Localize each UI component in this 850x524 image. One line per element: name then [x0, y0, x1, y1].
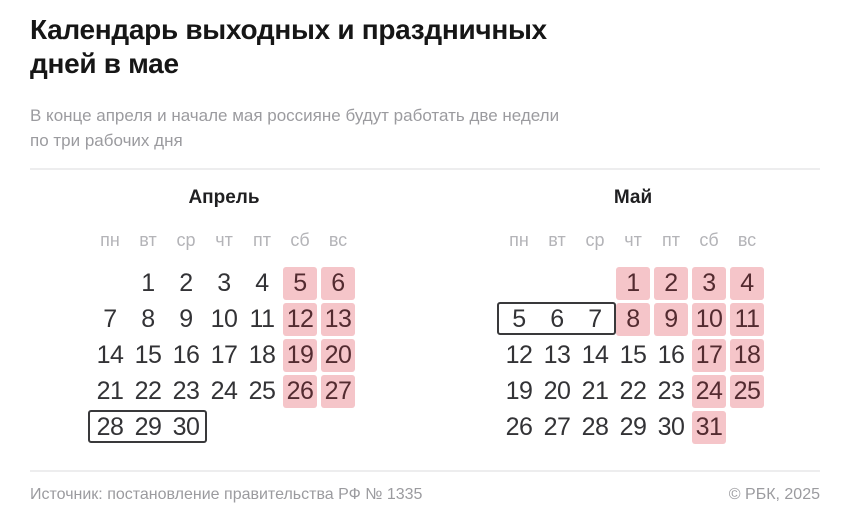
- day-cell: [91, 373, 129, 409]
- footer: [30, 486, 820, 504]
- day-number: 9: [179, 304, 193, 333]
- day-cell: [652, 265, 690, 301]
- weekday-label: ср: [176, 229, 196, 250]
- day-number: 15: [134, 340, 162, 369]
- day-number: 28: [96, 412, 124, 441]
- day-number: 14: [581, 340, 609, 369]
- month-title-may: Май: [613, 187, 653, 208]
- day-number: 9: [654, 303, 688, 336]
- day-number: 31: [692, 411, 726, 444]
- day-cell: [129, 373, 167, 409]
- month-title-april: Апрель: [188, 187, 260, 208]
- top-divider: [30, 168, 820, 170]
- empty-cell: [576, 265, 614, 301]
- day-number: 10: [692, 303, 726, 336]
- day-number: 8: [141, 304, 155, 333]
- day-cell: [243, 337, 281, 373]
- day-cell: [91, 409, 129, 445]
- day-number: 2: [654, 267, 688, 300]
- day-cell: [91, 337, 129, 373]
- day-number: 16: [657, 340, 685, 369]
- day-number: 11: [730, 303, 764, 336]
- day-number: 18: [730, 339, 764, 372]
- empty-cell: [538, 265, 576, 301]
- day-number: 28: [581, 412, 609, 441]
- day-cell: [614, 265, 652, 301]
- day-number: 20: [543, 376, 571, 405]
- day-cell: [614, 301, 652, 337]
- weekday-label: пн: [100, 229, 120, 250]
- day-number: 30: [657, 412, 685, 441]
- month-grid-may: [500, 265, 766, 445]
- day-cell: [728, 337, 766, 373]
- day-cell: [576, 337, 614, 373]
- day-number: 15: [619, 340, 647, 369]
- day-cell: [652, 301, 690, 337]
- day-number: 10: [210, 304, 238, 333]
- source-note: Источник: постановление правительства РФ № 1335: [30, 486, 423, 503]
- day-number: 23: [657, 376, 685, 405]
- day-number: 12: [283, 303, 317, 336]
- day-number: 21: [581, 376, 609, 405]
- day-cell: [167, 409, 205, 445]
- day-cell: [281, 301, 319, 337]
- day-cell: [129, 265, 167, 301]
- day-number: 24: [210, 376, 238, 405]
- day-cell: [319, 337, 357, 373]
- day-cell: [652, 409, 690, 445]
- day-cell: [281, 373, 319, 409]
- day-number: 14: [96, 340, 124, 369]
- day-number: 30: [172, 412, 200, 441]
- day-cell: [205, 265, 243, 301]
- day-cell: [576, 301, 614, 337]
- day-number: 25: [730, 375, 764, 408]
- day-number: 1: [141, 268, 155, 297]
- day-number: 24: [692, 375, 726, 408]
- day-cell: [167, 301, 205, 337]
- weekday-label: чт: [624, 229, 642, 250]
- day-number: 22: [619, 376, 647, 405]
- day-cell: [728, 301, 766, 337]
- day-cell: [167, 373, 205, 409]
- day-number: 23: [172, 376, 200, 405]
- weekday-label: пт: [253, 229, 271, 250]
- day-number: 11: [249, 304, 275, 333]
- day-cell: [319, 265, 357, 301]
- page-subtitle-line2: по три рабочих дня: [30, 131, 183, 150]
- day-cell: [129, 409, 167, 445]
- day-cell: [690, 301, 728, 337]
- day-number: 3: [217, 268, 231, 297]
- day-number: 7: [588, 304, 602, 333]
- day-number: 18: [248, 340, 276, 369]
- day-number: 22: [134, 376, 162, 405]
- weekday-label: вт: [548, 229, 566, 250]
- weekday-label: чт: [215, 229, 233, 250]
- day-cell: [243, 301, 281, 337]
- weekday-label: сб: [290, 229, 310, 250]
- day-cell: [614, 337, 652, 373]
- empty-cell: [91, 265, 129, 301]
- page-title-line2: дней в мае: [30, 48, 179, 79]
- day-number: 6: [550, 304, 564, 333]
- weekday-label: пн: [509, 229, 529, 250]
- day-cell: [319, 373, 357, 409]
- calendars-section: [0, 178, 850, 458]
- month-may: [500, 178, 766, 445]
- day-number: 2: [179, 268, 193, 297]
- day-cell: [652, 337, 690, 373]
- page-subtitle: [30, 81, 820, 153]
- day-number: 4: [730, 267, 764, 300]
- day-number: 27: [321, 375, 355, 408]
- weekday-label: ср: [585, 229, 605, 250]
- day-number: 16: [172, 340, 200, 369]
- weekday-label: вс: [328, 229, 348, 250]
- weekday-label: сб: [699, 229, 719, 250]
- day-cell: [690, 265, 728, 301]
- weekday-label: пт: [662, 229, 680, 250]
- day-cell: [500, 409, 538, 445]
- day-cell: [243, 373, 281, 409]
- day-cell: [614, 373, 652, 409]
- weekday-label: вт: [139, 229, 157, 250]
- day-number: 13: [321, 303, 355, 336]
- day-cell: [690, 337, 728, 373]
- day-cell: [500, 373, 538, 409]
- day-cell: [281, 337, 319, 373]
- day-cell: [690, 373, 728, 409]
- day-number: 19: [505, 376, 533, 405]
- day-cell: [500, 337, 538, 373]
- day-number: 3: [692, 267, 726, 300]
- day-number: 21: [96, 376, 124, 405]
- header: [30, 0, 820, 153]
- day-cell: [614, 409, 652, 445]
- weekday-label: вс: [737, 229, 757, 250]
- day-cell: [728, 265, 766, 301]
- day-cell: [538, 337, 576, 373]
- day-number: 20: [321, 339, 355, 372]
- day-number: 4: [255, 268, 269, 297]
- day-cell: [167, 337, 205, 373]
- day-cell: [652, 373, 690, 409]
- day-cell: [728, 373, 766, 409]
- day-cell: [205, 301, 243, 337]
- weekday-header-row: [91, 228, 357, 252]
- day-number: 26: [283, 375, 317, 408]
- day-cell: [538, 301, 576, 337]
- day-cell: [129, 301, 167, 337]
- day-cell: [500, 301, 538, 337]
- day-number: 29: [134, 412, 162, 441]
- day-cell: [576, 373, 614, 409]
- day-cell: [205, 373, 243, 409]
- day-number: 5: [283, 267, 317, 300]
- page-title: [30, 0, 820, 81]
- empty-cell: [500, 265, 538, 301]
- day-number: 27: [543, 412, 571, 441]
- day-cell: [538, 409, 576, 445]
- day-number: 12: [505, 340, 533, 369]
- weekday-header-row: [500, 228, 766, 252]
- day-number: 5: [512, 304, 526, 333]
- day-number: 25: [248, 376, 276, 405]
- month-april: [91, 178, 357, 445]
- day-number: 8: [616, 303, 650, 336]
- copyright-note: © РБК, 2025: [728, 486, 820, 503]
- day-cell: [91, 301, 129, 337]
- page-title-line1: Календарь выходных и праздничных: [30, 14, 547, 45]
- day-cell: [690, 409, 728, 445]
- day-cell: [538, 373, 576, 409]
- day-number: 19: [283, 339, 317, 372]
- day-number: 6: [321, 267, 355, 300]
- day-number: 17: [692, 339, 726, 372]
- day-number: 13: [543, 340, 571, 369]
- day-cell: [167, 265, 205, 301]
- month-grid-april: [91, 265, 357, 445]
- day-cell: [129, 337, 167, 373]
- page-subtitle-line1: В конце апреля и начале мая россияне будут работать две недели: [30, 106, 560, 125]
- day-cell: [319, 301, 357, 337]
- day-number: 29: [619, 412, 647, 441]
- day-number: 26: [505, 412, 533, 441]
- day-cell: [205, 337, 243, 373]
- day-number: 1: [616, 267, 650, 300]
- day-number: 17: [210, 340, 238, 369]
- bottom-divider: [30, 470, 820, 472]
- day-cell: [576, 409, 614, 445]
- day-cell: [243, 265, 281, 301]
- day-number: 7: [103, 304, 117, 333]
- day-cell: [281, 265, 319, 301]
